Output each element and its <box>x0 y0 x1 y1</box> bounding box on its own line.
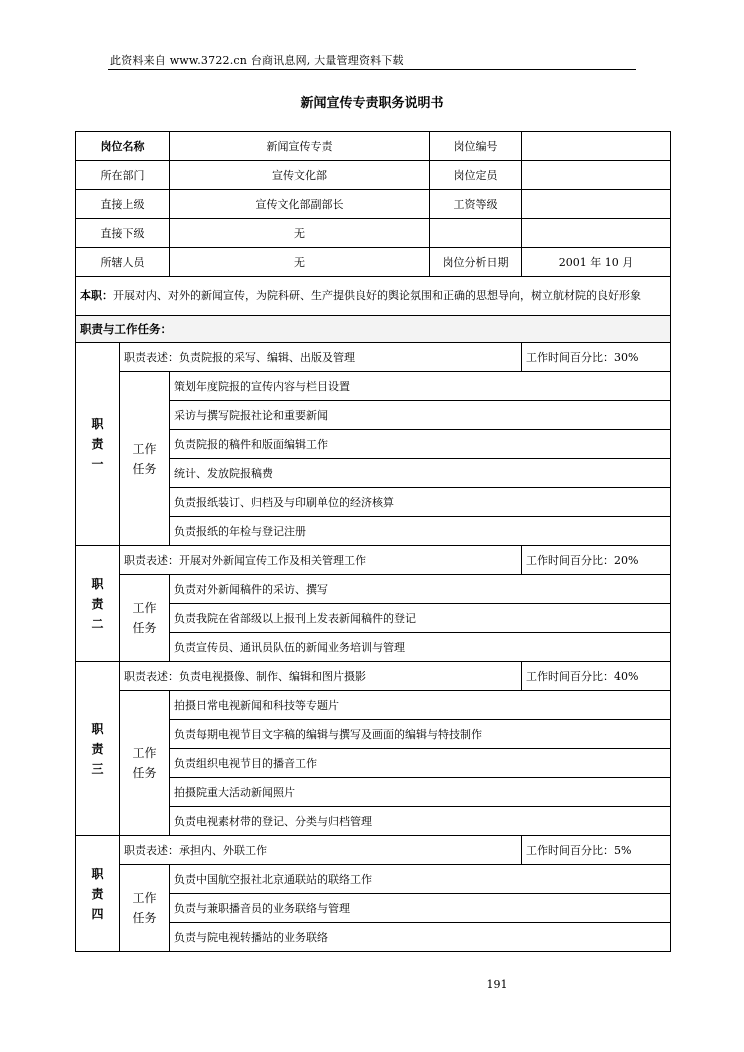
duty-label-char: 三 <box>91 761 104 776</box>
info-value <box>522 132 671 161</box>
task-group-label-line: 工作 <box>132 746 157 760</box>
duty-statement: 职责表述：承担内、外联工作 <box>120 836 522 865</box>
task-group-label-line: 工作 <box>132 441 157 456</box>
page-number: 191 <box>486 978 508 991</box>
task-item: 负责宣传员、通讯员队伍的新闻业务培训与管理 <box>170 633 671 662</box>
task-item: 负责与院电视转播站的业务联络 <box>170 923 671 952</box>
duty-label-char: 职 <box>91 417 104 431</box>
duty-label-char: 职 <box>91 721 104 736</box>
document-title: 新闻宣传专责职务说明书 <box>300 96 444 111</box>
duty-statement: 职责表述：负责院报的采写、编辑、出版及管理 <box>120 343 522 372</box>
info-label: 工资等级 <box>430 190 522 219</box>
duty-statement: 职责表述：负责电视摄像、制作、编辑和图片摄影 <box>120 662 522 691</box>
info-label: 所辖人员 <box>76 248 170 277</box>
task-item: 负责院报的稿件和版面编辑工作 <box>170 430 671 459</box>
task-item: 策划年度院报的宣传内容与栏目设置 <box>170 372 671 401</box>
task-group-label-line: 任务 <box>132 766 157 780</box>
info-label: 所在部门 <box>76 161 170 190</box>
job-summary-label: 本职： <box>80 289 113 302</box>
info-value: 无 <box>170 219 430 248</box>
duty-statement-row <box>76 343 671 372</box>
task-item: 负责我院在省部级以上报刊上发表新闻稿件的登记 <box>170 604 671 633</box>
task-item: 负责对外新闻稿件的采访、撰写 <box>170 575 671 604</box>
info-value <box>522 219 671 248</box>
info-value: 宣传文化部 <box>170 161 430 190</box>
task-item: 负责每期电视节目文字稿的编辑与撰写及画面的编辑与特技制作 <box>170 720 671 749</box>
duty-label <box>76 343 120 546</box>
task-group-label <box>120 865 170 952</box>
task-group-label-line: 任务 <box>132 461 157 476</box>
info-value <box>522 190 671 219</box>
section-header-row <box>76 316 671 343</box>
task-item: 拍摄日常电视新闻和科技等专题片 <box>170 691 671 720</box>
info-label: 岗位编号 <box>430 132 522 161</box>
duty-label <box>76 546 120 662</box>
job-summary-row <box>76 277 671 316</box>
task-group-label <box>120 372 170 546</box>
job-description-table <box>75 131 671 952</box>
duty-label-char: 责 <box>91 437 104 451</box>
task-row <box>76 691 671 720</box>
duty-statement: 职责表述：开展对外新闻宣传工作及相关管理工作 <box>120 546 522 575</box>
task-group-label-line: 工作 <box>132 891 157 905</box>
task-item: 负责组织电视节目的播音工作 <box>170 749 671 778</box>
duty-label-char: 责 <box>91 741 104 756</box>
info-label: 直接上级 <box>76 190 170 219</box>
duty-label-char: 二 <box>91 616 104 631</box>
duty-label <box>76 662 120 836</box>
info-value: 2001 年 10 月 <box>522 248 671 277</box>
task-group-label <box>120 575 170 662</box>
duty-label <box>76 836 120 952</box>
task-row <box>76 372 671 401</box>
info-label: 直接下级 <box>76 219 170 248</box>
info-row <box>76 248 671 277</box>
duty-label-char: 责 <box>91 886 104 901</box>
section-title: 职责与工作任务： <box>76 316 671 343</box>
duty-statement-row <box>76 546 671 575</box>
task-item: 采访与撰写院报社论和重要新闻 <box>170 401 671 430</box>
task-item: 负责与兼职播音员的业务联络与管理 <box>170 894 671 923</box>
info-row <box>76 132 671 161</box>
task-item: 负责电视素材带的登记、分类与归档管理 <box>170 807 671 836</box>
duty-percent: 工作时间百分比：20% <box>522 546 671 575</box>
source-header: 此资料来自 www.3722.cn 台商讯息网, 大量管理资料下载 <box>110 54 404 67</box>
info-row <box>76 161 671 190</box>
header-divider <box>108 69 636 70</box>
task-row <box>76 575 671 604</box>
duty-statement-row <box>76 836 671 865</box>
job-summary-text: 开展对内、对外的新闻宣传，为院科研、生产提供良好的舆论氛围和正确的思想导向，树立航材院的良好形象 <box>113 289 641 302</box>
duty-label-char: 一 <box>91 457 104 471</box>
task-row <box>76 865 671 894</box>
job-summary <box>76 277 671 316</box>
duty-label-char: 职 <box>91 576 104 591</box>
task-group-label-line: 工作 <box>132 601 157 615</box>
task-group-label-line: 任务 <box>132 911 157 925</box>
task-item: 统计、发放院报稿费 <box>170 459 671 488</box>
duty-label-char: 职 <box>91 866 104 881</box>
duty-percent: 工作时间百分比：30% <box>522 343 671 372</box>
info-value: 新闻宣传专责 <box>170 132 430 161</box>
task-item: 负责报纸装订、归档及与印刷单位的经济核算 <box>170 488 671 517</box>
info-label <box>430 219 522 248</box>
info-value <box>522 161 671 190</box>
duty-percent: 工作时间百分比：5% <box>522 836 671 865</box>
duty-percent: 工作时间百分比：40% <box>522 662 671 691</box>
info-value: 无 <box>170 248 430 277</box>
info-label: 岗位名称 <box>76 132 170 161</box>
info-row <box>76 190 671 219</box>
info-row <box>76 219 671 248</box>
duty-statement-row <box>76 662 671 691</box>
task-item: 负责中国航空报社北京通联站的联络工作 <box>170 865 671 894</box>
task-group-label <box>120 691 170 836</box>
info-label: 岗位分析日期 <box>430 248 522 277</box>
info-value: 宣传文化部副部长 <box>170 190 430 219</box>
task-item: 负责报纸的年检与登记注册 <box>170 517 671 546</box>
task-item: 拍摄院重大活动新闻照片 <box>170 778 671 807</box>
task-group-label-line: 任务 <box>132 621 157 635</box>
duty-label-char: 责 <box>91 596 104 611</box>
info-label: 岗位定员 <box>430 161 522 190</box>
duty-label-char: 四 <box>91 906 104 921</box>
